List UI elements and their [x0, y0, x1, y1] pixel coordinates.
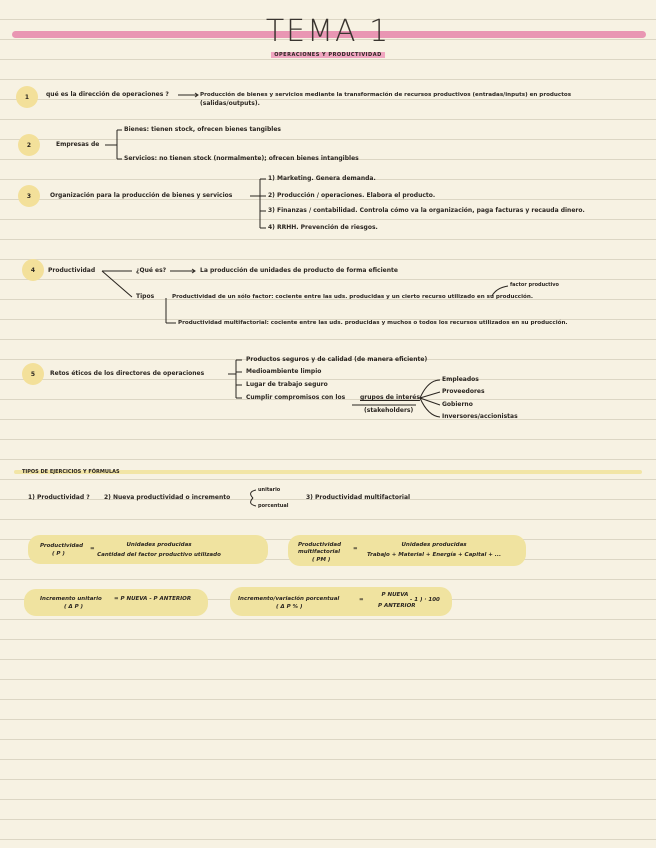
q5-stakeholder-4: Inversores/accionistas: [442, 413, 518, 420]
exercise-3: 3) Productividad multifactorial: [306, 494, 411, 501]
f4-left: Incremento/variación porcentual: [238, 596, 340, 602]
question-number-3: 3: [18, 185, 40, 207]
f2-equals: =: [353, 546, 358, 552]
q5-item-3: Lugar de trabajo seguro: [246, 381, 328, 388]
formula-productividad: [28, 535, 268, 564]
page-title: TEMA 1: [265, 14, 391, 49]
q4-tipo-2: Productividad multifactorial: cociente entre las uds. producidas y muchos o todos los recursos utilizados en su producción.: [178, 320, 568, 326]
formula-incremento-unitario: [24, 589, 208, 616]
q4-que-es: ¿Qué es?: [136, 267, 167, 274]
q5-item-2: Medioambiente limpio: [246, 368, 322, 375]
question-number-5: 5: [22, 363, 44, 385]
q4-factor-note: factor productivo: [510, 282, 559, 288]
q4-que-es-answer: La producción de unidades de producto de forma eficiente: [200, 267, 398, 274]
exercise-2: 2) Nueva productividad o incremento: [104, 494, 231, 501]
q3-item-2: 2) Producción / operaciones. Elabora el producto.: [268, 192, 436, 199]
exercise-2-porcentual: porcentual: [258, 503, 289, 509]
f4-left-sub: ( Δ P % ): [276, 604, 303, 610]
exercise-2-unitario: unitario: [258, 487, 281, 493]
q1-answer-line1: Producción de bienes y servicios mediante la transformación de recursos productivos (entradas/inputs) en productos: [200, 92, 572, 98]
f3-left: Incremento unitario: [40, 596, 102, 602]
f1-left-sub: ( P ): [52, 551, 65, 557]
f1-denominator: Cantidad del factor productivo utilizado: [97, 552, 221, 558]
exercise-1: 1) Productividad ?: [28, 494, 90, 501]
q5-stakeholder-2: Proveedores: [442, 388, 485, 395]
f3-left-sub: ( Δ P ): [64, 604, 84, 610]
q5-item-4: Cumplir compromisos con los: [246, 394, 346, 401]
f4-suffix: - 1 ) · 100: [410, 597, 440, 603]
question-number-2: 2: [18, 134, 40, 156]
f2-numerator: Unidades producidas: [401, 542, 467, 548]
q3-item-3: 3) Finanzas / contabilidad. Controla cómo va la organización, paga facturas y recauda dinero.: [268, 207, 585, 214]
q5-stakeholder-3: Gobierno: [442, 401, 473, 408]
q5-grupos-interes: grupos de interés: [360, 394, 420, 401]
f2-left-1: Productividad: [298, 542, 342, 548]
q2-item-servicios: Servicios: no tienen stock (normalmente); ofrecen bienes intangibles: [124, 155, 359, 162]
f1-left: Productividad: [40, 543, 84, 549]
f3-right: = P NUEVA - P ANTERIOR: [114, 596, 192, 602]
q5-label: Retos éticos de los directores de operaciones: [50, 370, 205, 377]
question-number-1: 1: [16, 86, 38, 108]
f2-left-sub: ( PM ): [312, 557, 331, 563]
q5-stakeholder-1: Empleados: [442, 376, 479, 383]
f2-left-2: multifactorial: [298, 549, 341, 555]
f1-equals: =: [90, 546, 95, 552]
q1-answer-line2: (salidas/outputs).: [200, 100, 260, 107]
subtitle-text: OPERACIONES Y PRODUCTIVIDAD: [271, 52, 384, 58]
q2-item-bienes: Bienes: tienen stock, ofrecen bienes tangibles: [124, 126, 281, 133]
q4-tipos: Tipos: [136, 293, 155, 300]
f4-denominator: P ANTERIOR: [378, 603, 416, 609]
q5-item-1: Productos seguros y de calidad (de manera eficiente): [246, 356, 428, 363]
f4-equals: =: [359, 597, 364, 603]
f2-denominator: Trabajo + Material + Energía + Capital + ...: [366, 552, 502, 558]
q4-label: Productividad: [48, 267, 96, 274]
q3-item-4: 4) RRHH. Prevención de riesgos.: [268, 224, 378, 231]
q3-label: Organización para la producción de bienes y servicios: [50, 192, 233, 199]
question-number-4: 4: [22, 259, 44, 281]
f4-numerator: P NUEVA: [381, 592, 409, 598]
page-subtitle: [0, 52, 656, 58]
q3-item-1: 1) Marketing. Genera demanda.: [268, 175, 376, 182]
q4-tipo-1: Productividad de un sólo factor: cociente entre las uds. producidas y un cierto recurso utilizado en su producción.: [172, 294, 533, 300]
f1-numerator: Unidades producidas: [126, 542, 192, 548]
section2-heading: TIPOS DE EJERCICIOS Y FÓRMULAS: [22, 469, 120, 475]
q5-stakeholders: (stakeholders): [364, 407, 414, 414]
q2-label: Empresas de: [56, 141, 100, 148]
q1-question: qué es la dirección de operaciones ?: [46, 91, 169, 98]
